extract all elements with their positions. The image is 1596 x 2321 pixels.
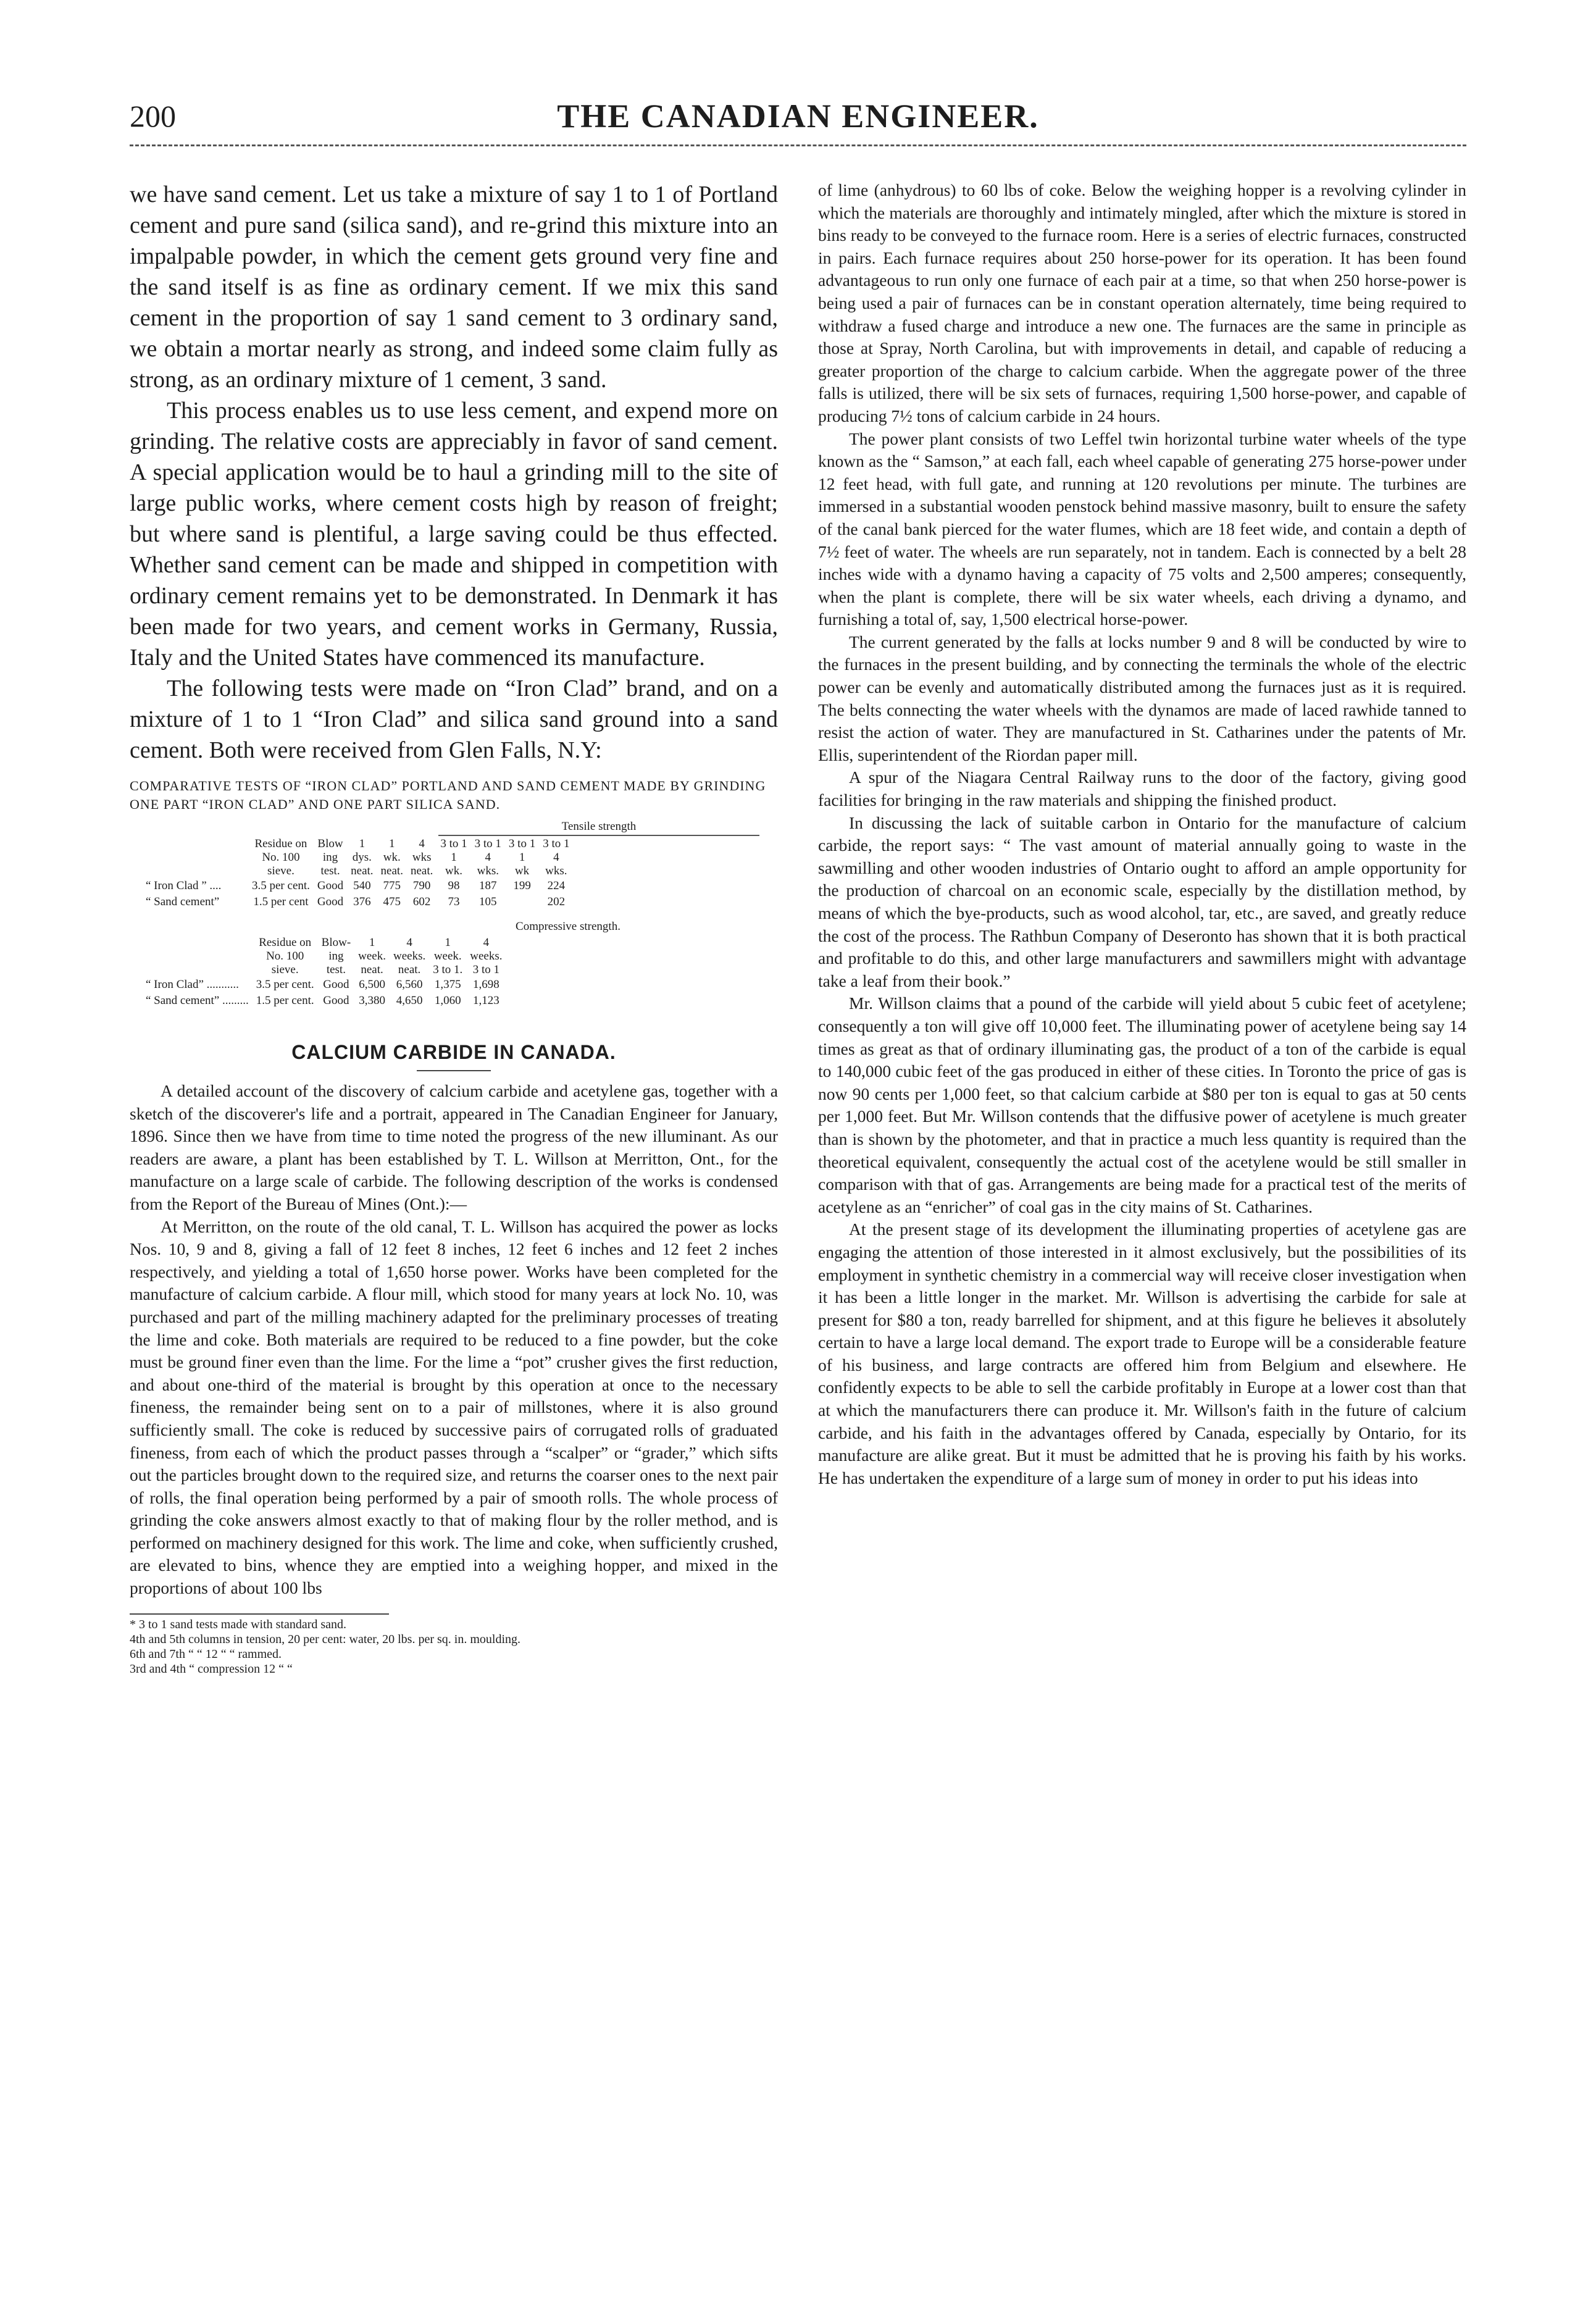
compressive-group-heading: Compressive strength.: [516, 920, 620, 933]
column-header: 1 wk. neat.: [380, 837, 403, 877]
table-cell: [505, 894, 539, 910]
table-cell: 1,060: [434, 994, 461, 1007]
table-cell: 1,698: [472, 978, 499, 991]
row-label: “ Sand cement”: [146, 895, 220, 908]
table-cell: 602: [412, 895, 431, 908]
paragraph: The power plant consists of two Leffel twin horizontal turbine water wheels of the type known as the “ Samson,” at each fall, each wheel capable of generating 275 horse-power under 12 feet head, with full gate, and running at 120 revolutions per minute. The turbines are immersed in a substantial wooden penstock behind massive masonry, built to ensure the safety of the canal bank pierced for the water flumes, which are 18 feet wide, and contain a depth of 7½ feet of water. The wheels are run separately, not in tandem. Each is connected by a belt 28 inches wide with a dynamo having a capacity of 75 volts and 2,500 amperes; consequently, when the plant is complete, there will be six water wheels, each driving a dynamo, and furnishing a total of, say, 1,500 electrical horse-power.: [818, 429, 1466, 629]
column-header: 3 to 1 1 wk.: [440, 837, 467, 877]
column-header: 3 to 1 4 wks.: [474, 837, 501, 877]
table-cell: 73: [448, 895, 460, 908]
paragraph: The current generated by the falls at locks number 9 and 8 will be conducted by wire to the furnaces in the present building, and by connecting the terminals the whole of the electric power can be evenly and automatically distributed among the furnaces just as it is required. The belts connecting the water wheels with the dynamos are made of laced rawhide tanned to resist the action of water. They are manufactured in St. Catharines under the patents of Mr. Ellis, superintendent of the Riordan paper mill.: [818, 632, 1466, 764]
table-cell: 202: [547, 895, 566, 908]
footnote: 4th and 5th columns in tension, 20 per cent: water, 20 lbs. per sq. in. moulding.: [130, 1632, 520, 1646]
column-header: 4 wks neat.: [410, 837, 433, 877]
footnotes: [130, 1613, 520, 1676]
column-header: Blow ing test.: [317, 837, 343, 877]
table-cell: Good: [323, 978, 349, 991]
table-cell: 540: [353, 879, 371, 892]
table-cell: Good: [317, 895, 344, 908]
compressive-table: [142, 920, 778, 1009]
table-row: [142, 977, 506, 993]
table-corner: [142, 837, 248, 878]
table-cell: 105: [479, 895, 497, 908]
page-header: [130, 91, 1466, 141]
sand-cement-article: [130, 179, 778, 766]
table-cell: 1.5 per cent.: [256, 994, 314, 1007]
column-header: Residue on No. 100 sieve.: [259, 936, 312, 976]
table-row: [142, 993, 506, 1009]
column-header: 1 week. 3 to 1.: [433, 936, 463, 976]
table-cell: 3.5 per cent.: [252, 879, 310, 892]
calcium-carbide-article: [130, 1080, 778, 1600]
table-cell: 775: [383, 879, 401, 892]
table-corner: [142, 936, 253, 977]
column-header: 1 dys. neat.: [351, 837, 374, 877]
tensile-table: [142, 820, 778, 910]
right-column: [818, 179, 1466, 1489]
running-head: THE CANADIAN ENGINEER.: [557, 98, 1039, 135]
paragraph: A detailed account of the discovery of calcium carbide and acetylene gas, together with a sketch of the discoverer's life and a portrait, appeared in The Canadian Engineer for January, 1896. Since then we have from time to time noted the progress of the new illuminant. As our readers are aware, a plant has been established by T. L. Willson at Merritton, Ont., for the manufacture on a large scale of carbide. The following description of the works is condensed from the Report of the Bureau of Mines (Ont.):—: [130, 1081, 778, 1213]
table-cell: 376: [353, 895, 371, 908]
left-column: [130, 179, 778, 1676]
row-label: “ Iron Clad” ...........: [146, 978, 239, 991]
paragraph: A spur of the Niagara Central Railway runs to the door of the factory, giving good facilities for bringing in the raw materials and shipping the finished product.: [818, 767, 1466, 810]
column-header: Residue on No. 100 sieve.: [254, 837, 307, 877]
paragraph: In discussing the lack of suitable carbon in Ontario for the manufacture of calcium carbide, the report says: “ The vast amount of material annually going to waste in the sawmilling and other wooden industries of Ontario ought to afford an ample opportunity for the production of charcoal on an economic scale, especially by the distillation method, by means of which the bye-products, such as wood alcohol, tar, etc., are saved, and greatly reduce the cost of the process. The Rathbun Company of Deseronto has shown that it is both practical and profitable to do this, and other large manufacturers and sawmillers might with advantage take a leaf from their book.”: [818, 813, 1466, 990]
table-cell: 6,560: [396, 978, 423, 991]
table-cell: 1,375: [434, 978, 461, 991]
heading-rule: [417, 1070, 491, 1071]
table-cell: 6,500: [359, 978, 385, 991]
table-cell: 3.5 per cent.: [256, 978, 314, 991]
footnote: 3rd and 4th “ compression 12 “ “: [130, 1662, 293, 1676]
column-header: Blow- ing test.: [321, 936, 351, 976]
column-header: 4 weeks. 3 to 1: [470, 936, 503, 976]
table-row: [142, 878, 573, 894]
table-cell: 1,123: [472, 994, 499, 1007]
table-cell: Good: [323, 994, 349, 1007]
page-number: 200: [130, 99, 176, 133]
table-cell: 98: [448, 879, 460, 892]
column-header: 4 weeks. neat.: [393, 936, 426, 976]
row-label: “ Sand cement” .........: [146, 994, 249, 1007]
paragraph: This process enables us to use less cement, and expend more on grinding. The relative costs are appreciably in favor of sand cement. A special application would be to haul a grinding mill to the site of large public works, where cement costs high by reason of freight; but where sand is plentiful, a large saving could be thus effected. Whether sand cement can be made and shipped in competition with ordinary cement remains yet to be demonstrated. In Denmark it has been made for two years, and cement works in Germany, Russia, Italy and the United States have commenced its manufacture.: [130, 398, 778, 671]
paragraph: Mr. Willson claims that a pound of the carbide will yield about 5 cubic feet of acetylene; consequently a ton will give off 10,000 feet. The illuminating power of acetylene being say 14 times as great as that of ordinary illuminating gas, the product of a ton of the carbide is equal to 140,000 cubic feet of the gas produced in either of these cities. In Toronto the price of gas is now 90 cents per 1,000 feet, so that calcium carbide at $80 per ton is equal to gas at 50 cents per 1,000 feet. But Mr. Willson contends that the diffusive power of acetylene is much greater than is shown by the photometer, and that in practice a much less quantity is required than the theoretical equivalent, consequently the actual cost of the acetylene would be still smaller in comparison with that of gas. Arrangements are being made for a practical test of the merits of acetylene as an “enricher” of coal gas in the city mains of St. Catharines.: [818, 993, 1466, 1216]
table-cell: 790: [412, 879, 431, 892]
article-heading: CALCIUM CARBIDE IN CANADA.: [291, 1041, 616, 1063]
paragraph: The following tests were made on “Iron Clad” brand, and on a mixture of 1 to 1 “Iron Clad” and silica sand ground into a sand cement. Both were received from Glen Falls, N.Y:: [130, 675, 778, 763]
paragraph: of lime (anhydrous) to 60 lbs of coke. Below the weighing hopper is a revolving cylinder in which the materials are thoroughly and intimately mingled, after which the mixture is stored in bins ready to be conveyed to the furnace room. Here is a series of electric furnaces, constructed in pairs. Each furnace requires about 250 horse-power for its operation. It has been found advantageous to run only one furnace of each pair at a time, so that when 250 horse-power is being used a pair of furnaces can be in constant operation alternately, time being required to withdraw a fused charge and introduce a new one. The furnaces are the same in principle as those at Spray, North Carolina, but with improvements in detail, and capable of reducing a greater proportion of the charge to calcium carbide. When the aggregate power of the three falls is utilized, there will be six sets of furnaces, requiring 1,500 horse-power, and capable of producing 7½ tons of calcium carbide in 24 hours.: [818, 180, 1466, 425]
table-cell: 187: [479, 879, 497, 892]
paragraph: At the present stage of its development the illuminating properties of acetylene gas are engaging the attention of those interested in it almost exclusively, but the possibilities of its employment in synthetic chemistry in a commercial way will receive closer investigation when it has been a little longer in the market. Mr. Willson is advertising the carbide for sale at present for $80 a ton, ready barrelled for shipment, and at this figure he believes it absolutely certain to have a large local demand. The export trade to Europe will be a considerable feature of his business, and large contracts are offered him from Belgium and elsewhere. He confidently expects to be able to sell the carbide profitably in Europe at a lower cost than that at which the manufacturers there can produce it. Mr. Willson's faith in the future of calcium carbide, and his faith in the advantages offered by Canada, especially by Ontario, for its manufacture are alike great. But it must be admitted that he is proving his faith by his works. He has undertaken the expenditure of a large sum of money in order to put his ideas into: [818, 1219, 1466, 1487]
table-caption: COMPARATIVE TESTS OF “IRON CLAD” PORTLAND AND SAND CEMENT MADE BY GRINDING ONE PART “IRON CLAD” AND ONE PART SILICA SAND.: [130, 778, 766, 812]
table-cell: 475: [383, 895, 401, 908]
table-cell: 3,380: [359, 994, 385, 1007]
footnote: 6th and 7th “ “ 12 “ “ rammed.: [130, 1647, 282, 1661]
table-cell: 1.5 per cent: [253, 895, 309, 908]
table-cell: Good: [317, 879, 344, 892]
table-cell: 199: [513, 879, 531, 892]
tensile-group-heading: Tensile strength: [438, 820, 759, 836]
paragraph: At Merritton, on the route of the old canal, T. L. Willson has acquired the power as locks Nos. 10, 9 and 8, giving a fall of 12 feet 8 inches, 12 feet 6 inches and 12 feet 2 inches respectively, and yielding a total of 1,650 horse power. Works have been completed for the manufacture of calcium carbide. A flour mill, which stood for many years at lock No. 10, was purchased and part of the milling machinery adapted for the preliminary processes of treating the lime and coke. Both materials are required to be reduced to a fine powder, but the coke must be ground finer even than the lime. For the lime a “pot” crusher gives the first reduction, and about one-third of the material is brought by this operation at once to the necessary fineness, the remainder being sent on to a pair of millstones, where it is also ground sufficiently small. The coke is reduced by successive pairs of corrugated rolls of graduated fineness, from each of which the product passes through a “scalper” or “grader,” which sifts out the particles brought down to the required size, and returns the coarser ones to the next pair of rolls, the final operation being performed by a pair of smooth rolls. The whole process of grinding the coke answers almost exactly to that of making flour by the roller method, and is performed on machinery designed for this work. The lime and coke, when sufficiently crushed, are elevated to bins, whence they are emptied into a weighing hopper, and mixed in the proportions of about 100 lbs: [130, 1216, 778, 1598]
table-cell: 4,650: [396, 994, 423, 1007]
table-row: [142, 894, 573, 910]
column-header: 1 week. neat.: [358, 936, 386, 976]
column-header: 3 to 1 1 wk: [508, 837, 536, 877]
table-cell: 224: [547, 879, 566, 892]
paragraph: we have sand cement. Let us take a mixture of say 1 to 1 of Portland cement and pure sand (silica sand), and re-grind this mixture into an impalpable powder, in which the cement gets ground very fine and the sand itself is as fine as ordinary cement. If we mix this sand cement in the proportion of say 1 sand cement to 3 ordinary sand, we obtain a mortar nearly as strong, and indeed some claim fully as strong, as an ordinary mixture of 1 cement, 3 sand.: [130, 182, 778, 393]
footnote: * 3 to 1 sand tests made with standard sand.: [130, 1617, 347, 1631]
column-header: 3 to 1 4 wks.: [543, 837, 570, 877]
row-label: “ Iron Clad ” ....: [146, 879, 222, 892]
header-rule: [130, 144, 1466, 146]
